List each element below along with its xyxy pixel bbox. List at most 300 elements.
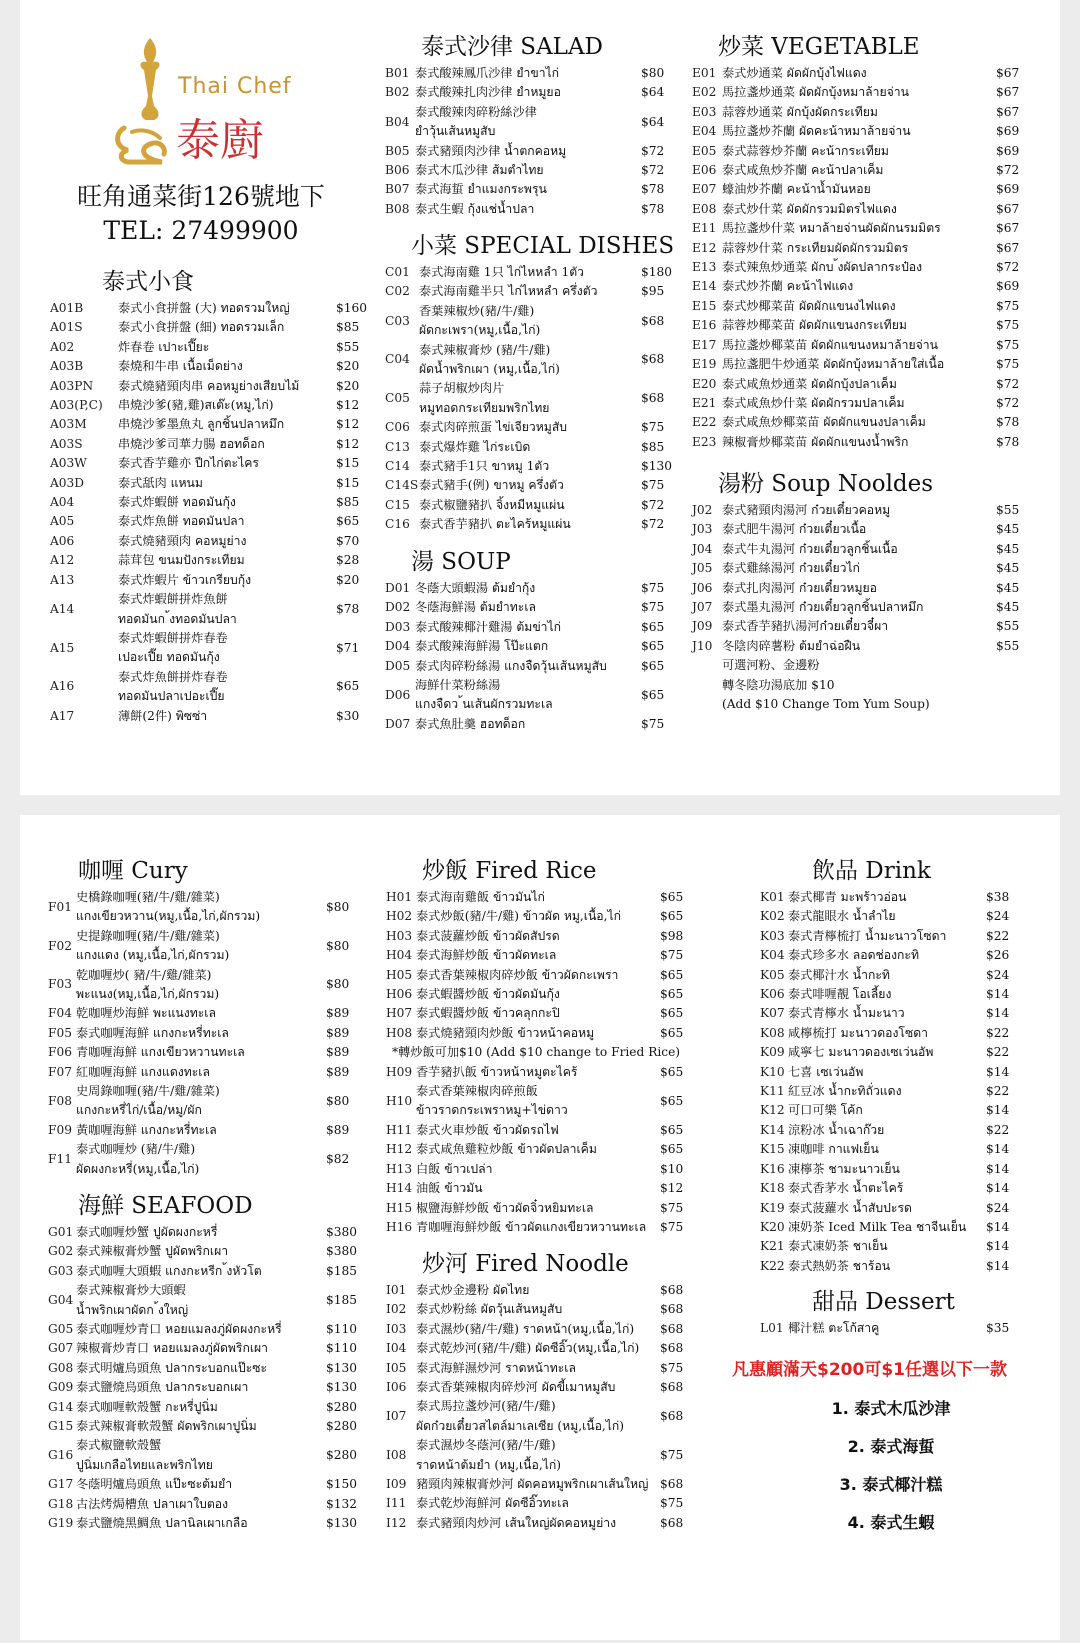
item-price: $12 — [336, 436, 360, 451]
item-name — [419, 457, 637, 476]
item-price: $65 — [641, 687, 665, 702]
item-price: $67 — [996, 240, 1020, 255]
section-note: 轉冬陰功湯底加 $10 — [722, 677, 835, 692]
item-price: $55 — [996, 619, 1020, 634]
item-price: $22 — [986, 1084, 1010, 1099]
item-price: $20 — [336, 359, 360, 374]
item-name-line: 泰式舐肉 แหนม — [118, 475, 203, 490]
menu-item — [386, 946, 704, 965]
item-name-line: 泰式香茅水 น้ำตะไคร้ — [788, 1181, 904, 1196]
item-price: $89 — [326, 1045, 350, 1060]
menu-item — [692, 598, 1040, 617]
item-code: K01 — [760, 890, 785, 904]
item-name-line: 泰式龍眼水 น้ำลำไย — [788, 909, 896, 924]
item-price: $130 — [326, 1380, 358, 1395]
item-price: $70 — [336, 533, 360, 548]
item-price: $64 — [641, 85, 665, 100]
item-code: A05 — [50, 514, 75, 529]
item-code: A03W — [50, 456, 87, 471]
item-name — [788, 1063, 982, 1082]
item-name-line: 泰式咸魚炒通菜 ผัดผักบุ้งปลาเค็ม — [722, 376, 897, 391]
item-price: $65 — [660, 1142, 684, 1157]
item-code: K15 — [760, 1142, 785, 1157]
item-price: $65 — [641, 619, 665, 634]
item-name-line: 泰式酸辣海鮮湯 โป๊ะแตก — [415, 639, 549, 654]
item-price: $20 — [336, 378, 360, 393]
menu-item — [386, 1320, 704, 1339]
item-code: B01 — [385, 66, 410, 80]
item-name-line: 泰式蒜蓉炒芥蘭 คะน้ากระเทียม — [722, 143, 889, 158]
item-name — [416, 888, 656, 907]
item-price: $69 — [996, 182, 1020, 197]
item-name — [419, 341, 637, 380]
item-name — [788, 1140, 982, 1159]
item-code: A03B — [50, 359, 84, 374]
menu-item — [760, 1160, 1030, 1179]
item-price: $14 — [986, 1181, 1010, 1196]
item-name — [722, 64, 992, 83]
item-name-line: 泰式扎肉湯河 ก๋วยเตี๋ยวหมูยอ — [722, 580, 877, 595]
item-name — [419, 379, 637, 418]
item-name — [416, 1475, 656, 1494]
item-name — [722, 501, 992, 520]
item-code: J03 — [692, 522, 713, 537]
item-code: H10 — [386, 1093, 413, 1108]
menu-item — [692, 336, 1040, 355]
item-price: $24 — [986, 909, 1010, 924]
item-price: $75 — [660, 1219, 684, 1234]
item-name — [788, 1160, 982, 1179]
item-code: I11 — [386, 1496, 407, 1511]
item-code: B02 — [385, 85, 410, 100]
menu-item — [385, 180, 685, 199]
item-name-line: 馬拉盞炒通菜 ผัดผักบุ้งหมาล้ายจ่าน — [722, 85, 909, 100]
item-price: $72 — [996, 395, 1020, 410]
section-title: 湯粉 Soup Nooldes — [718, 471, 934, 497]
item-name — [76, 888, 322, 927]
item-code: B04 — [385, 114, 410, 129]
item-name — [416, 946, 656, 965]
item-name-line: 泰式炒飯(豬/牛/雞) ข้าวผัด หมู,เนื้อ,ไก่ — [416, 909, 621, 924]
menu-item — [692, 501, 1040, 520]
item-name — [722, 316, 992, 335]
section-fried-rice — [386, 857, 704, 1237]
item-name — [722, 142, 992, 161]
item-name — [722, 433, 992, 452]
item-code: K11 — [760, 1084, 785, 1099]
item-name-line: 泰式海鮮炒飯 ข้าวผัดทะเล — [416, 948, 557, 963]
item-code: I02 — [386, 1302, 407, 1317]
item-price: $75 — [660, 1360, 684, 1375]
item-price: $68 — [660, 1283, 684, 1297]
item-name-line: 泰式明爐烏頭魚 ปลากระบอกแป๊ะซะ — [76, 1360, 268, 1375]
item-price: $67 — [996, 85, 1020, 100]
item-name — [416, 1199, 656, 1218]
menu-item — [385, 438, 685, 457]
item-code: B08 — [385, 201, 410, 216]
item-name-line-2: ราดหน้าต้มยำ (หมู,เนื้อ,ไก่) — [416, 1457, 561, 1472]
item-code: F03 — [48, 977, 72, 992]
item-code: E06 — [692, 163, 717, 178]
item-code: A06 — [50, 533, 75, 548]
item-name — [788, 907, 982, 926]
item-name-line: 泰式肥牛湯河 ก๋วยเตี๋ยวเนื้อ — [722, 522, 867, 537]
item-code: G02 — [48, 1244, 74, 1259]
item-price: $67 — [996, 104, 1020, 119]
item-name-line: 白飯 ข้าวเปล่า — [416, 1161, 493, 1176]
item-price: $75 — [660, 1496, 684, 1511]
item-name — [118, 318, 332, 337]
menu-item — [692, 122, 1040, 141]
item-name-line: 泰式燒豬頸肉炒飯 ข้าวหน้าคอหมู — [416, 1025, 595, 1040]
item-code: J02 — [692, 503, 713, 517]
menu-item — [50, 318, 380, 337]
menu-page-2 — [20, 815, 1060, 1640]
section-title: 小菜 SPECIAL DISHES — [411, 233, 675, 259]
item-name — [415, 161, 637, 180]
menu-item — [760, 1004, 1030, 1023]
item-name-line: 凍檸茶 ชามะนาวเย็น — [788, 1161, 900, 1176]
item-name — [722, 219, 992, 238]
item-name — [118, 415, 332, 434]
menu-item — [692, 161, 1040, 180]
item-name — [722, 161, 992, 180]
promotion-item: 2. 泰式海蜇 — [847, 1437, 935, 1456]
item-name — [76, 1417, 322, 1436]
item-name — [788, 927, 982, 946]
item-name — [722, 579, 992, 598]
item-name — [118, 396, 332, 415]
item-name-line: 泰式炒金邊粉 ผัดไทย — [416, 1283, 530, 1297]
menu-item — [50, 357, 380, 376]
item-name — [76, 1004, 322, 1023]
item-price: $80 — [326, 899, 350, 914]
section-drink — [760, 857, 1030, 1276]
section-title: 泰式小食 — [102, 269, 194, 295]
item-name — [416, 1378, 656, 1397]
menu-item — [692, 297, 1040, 316]
item-code: A12 — [50, 553, 75, 568]
item-price: $55 — [336, 339, 360, 354]
menu-item — [50, 454, 380, 473]
item-code: F07 — [48, 1064, 72, 1079]
item-price: $89 — [326, 1006, 350, 1021]
section-note: *轉炒飯可加$10 (Add $10 change to Fried Rice) — [392, 1045, 681, 1060]
item-name-line: 串燒沙爹(豬,雞)สเต๊ะ(หมู,ไก่) — [118, 398, 274, 413]
menu-item — [692, 277, 1040, 296]
item-code: E05 — [692, 143, 717, 158]
item-name-line: 泰式辣椒膏炒大頭蝦 — [76, 1283, 186, 1298]
menu-item — [692, 103, 1040, 122]
item-code: K05 — [760, 967, 785, 982]
item-name — [788, 1199, 982, 1218]
item-price: $55 — [996, 638, 1020, 653]
item-price: $78 — [641, 182, 665, 197]
item-price: $180 — [641, 265, 673, 279]
item-price: $12 — [336, 398, 360, 413]
item-name-line: 泰式炸魚餅拼炸春卷 — [118, 669, 228, 684]
item-price: $65 — [336, 514, 360, 529]
item-price: $89 — [326, 1122, 350, 1137]
item-name-line: 史提錄咖喱(豬/牛/雞/雜菜) — [76, 928, 220, 943]
item-code: C03 — [385, 313, 410, 328]
item-name — [76, 1121, 322, 1140]
item-name — [76, 1262, 322, 1281]
item-code: G08 — [48, 1360, 74, 1375]
menu-item — [386, 927, 704, 946]
item-price: $12 — [336, 417, 360, 432]
item-name — [788, 1257, 982, 1276]
item-price: $65 — [336, 679, 360, 694]
item-code: A15 — [50, 640, 75, 655]
item-code: G05 — [48, 1322, 74, 1337]
item-name — [416, 1514, 656, 1533]
menu-item — [692, 579, 1040, 598]
item-name-line: 馬拉盞炒椰菜苗 ผัดผักแขนงหมาล้ายจ่าน — [722, 337, 938, 352]
item-name-line: 蠔油炒芥蘭 คะน้าน้ำมันหอย — [722, 182, 871, 197]
section-curry — [48, 857, 370, 1179]
item-name-line: 泰式炒什菜 ผัดผักรวมมิตรไฟแดง — [722, 201, 897, 216]
item-name — [788, 946, 982, 965]
item-name-line: 古法烤焗槽魚 ปลาเผาใบตอง — [76, 1496, 229, 1511]
item-name-line-2: ทอดมันปลาเปอะเปี๊ย — [118, 689, 225, 704]
item-name — [118, 435, 332, 454]
menu-item — [50, 435, 380, 454]
item-name — [76, 927, 322, 966]
item-price: $14 — [986, 1161, 1010, 1176]
menu-item — [386, 1475, 704, 1494]
item-name — [76, 1378, 322, 1397]
item-name-line: 泰式豬手(例) ขาหมู ครึ่งตัว — [419, 478, 564, 493]
menu-item — [48, 927, 370, 966]
item-name-line: 泰式青檸梳打 น้ำมะนาวโซดา — [788, 928, 947, 943]
section-title: 炒菜 VEGETABLE — [718, 34, 920, 60]
item-name — [419, 438, 637, 457]
item-price: $78 — [641, 201, 665, 216]
item-price: $380 — [326, 1244, 358, 1259]
item-code: E17 — [692, 337, 717, 352]
item-name-line-2: หมูทอดกระเทียมพริกไทย — [419, 400, 550, 415]
menu-item — [50, 551, 380, 570]
menu-item — [760, 1043, 1030, 1062]
menu-item — [760, 1199, 1030, 1218]
item-name — [416, 1397, 656, 1436]
item-name-line: 泰式魚肚羹 ฮอทด็อก — [415, 716, 526, 731]
item-name-line: 泰式蝦醬炒飯 ข้าวคลุกกะปิ — [416, 1006, 560, 1021]
telephone: TEL: 27499900 — [103, 216, 299, 245]
section-note: 可選河粉、金邊粉 — [722, 658, 820, 673]
item-name — [76, 1043, 322, 1062]
item-name-line: 泰式椒鹽豬扒 จิ้งหมีหมูแผ่น — [419, 497, 565, 512]
item-name — [419, 282, 637, 301]
item-name-line: 泰式香芋豬扒 ตะไคร้หมูแผ่น — [419, 517, 571, 532]
item-code: G17 — [48, 1477, 74, 1492]
menu-item — [50, 474, 380, 493]
menu-item — [760, 907, 1030, 926]
promotion-item: 1. 泰式木瓜沙津 — [831, 1399, 951, 1418]
item-name-line: 泰式咖喱炒青口 หอยแมลงภู่ผัดผงกะหรี่ — [76, 1322, 282, 1337]
item-name — [118, 299, 332, 318]
item-code: G15 — [48, 1419, 74, 1434]
item-name — [76, 1242, 322, 1261]
item-price: $75 — [641, 581, 665, 595]
item-name — [788, 1024, 982, 1043]
section-soup — [385, 548, 685, 734]
item-name — [419, 515, 637, 534]
logo-text-en: Thai Chef — [178, 74, 292, 99]
item-code: H01 — [386, 890, 413, 904]
item-name — [722, 239, 992, 258]
menu-item — [692, 142, 1040, 161]
item-name-line: 泰式辣椒膏炒 (豬/牛/雞) — [419, 342, 551, 357]
item-price: $75 — [996, 318, 1020, 333]
menu-item — [385, 476, 685, 495]
item-name-line: 泰式炸蝦片 ข้าวเกรียบกุ้ง — [118, 572, 252, 587]
item-price: $45 — [996, 522, 1020, 537]
item-price: $75 — [641, 478, 665, 493]
item-code: H06 — [386, 987, 413, 1002]
menu-item — [48, 1359, 370, 1378]
item-price: $75 — [660, 1447, 684, 1462]
item-code: I04 — [386, 1341, 407, 1356]
item-code: K16 — [760, 1161, 785, 1176]
item-name — [416, 1121, 656, 1140]
item-price: $67 — [996, 221, 1020, 236]
item-price: $65 — [660, 987, 684, 1002]
item-price: $68 — [660, 1341, 684, 1356]
item-name — [416, 1494, 656, 1513]
item-name-line: 可口可樂 โค้ก — [788, 1103, 863, 1118]
promotion-item: 4. 泰式生蝦 — [847, 1513, 935, 1532]
item-name-line: 泰式炒椰菜苗 ผัดผักแขนงไฟแดง — [722, 298, 896, 313]
item-name-line: 乾咖喱炒( 豬/牛/雞/雜菜) — [76, 967, 212, 982]
item-code: H09 — [386, 1064, 413, 1079]
menu-item — [760, 946, 1030, 965]
item-name — [118, 338, 332, 357]
item-price: $68 — [641, 391, 665, 406]
menu-item — [50, 415, 380, 434]
item-name — [722, 394, 992, 413]
menu-item — [48, 1004, 370, 1023]
section-title: 海鮮 SEAFOOD — [78, 1193, 253, 1219]
item-name-line: 馬拉盞炒芥蘭 ผัดคะน้าหมาล้ายจ่าน — [722, 124, 911, 139]
item-code: J10 — [692, 638, 713, 653]
item-price: $78 — [996, 434, 1020, 449]
item-code: I05 — [386, 1360, 407, 1375]
menu-item — [386, 1199, 704, 1218]
item-name-line: 泰式豬頸肉沙律 น้ำตกคอหมู — [415, 143, 567, 158]
item-name — [788, 1082, 982, 1101]
item-code: G09 — [48, 1380, 74, 1395]
item-name-line-2: เปอะเปี๊ย ทอดมันกุ้ง — [118, 650, 220, 665]
item-name — [722, 598, 992, 617]
item-code: D04 — [385, 639, 411, 654]
item-name-line: 泰式咸魚炒什菜 ผัดผักรวมปลาเค็ม — [722, 395, 905, 410]
item-name — [788, 888, 982, 907]
item-name — [416, 1436, 656, 1475]
item-price: $80 — [326, 1093, 350, 1108]
item-price: $68 — [660, 1409, 684, 1424]
item-price: $75 — [641, 716, 665, 731]
menu-item — [50, 377, 380, 396]
item-price: $69 — [996, 124, 1020, 139]
menu-item — [385, 142, 685, 161]
item-name-line: 泰式海南雞半只 ไก่ไหหลำ ครึ่งตัว — [419, 284, 598, 299]
item-name-line: 凍奶茶 Iced Milk Tea ชาจีนเย็น — [788, 1219, 967, 1234]
item-code: A03D — [50, 475, 85, 490]
item-name — [118, 707, 332, 726]
logo — [110, 36, 330, 166]
item-price: $45 — [996, 580, 1020, 595]
item-name — [788, 1179, 982, 1198]
section-note: (Add $10 Change Tom Yum Soup) — [722, 697, 930, 712]
item-name-line: 香芋豬扒飯 ข้าวหน้าหมูตะไคร้ — [416, 1064, 578, 1079]
item-price: $75 — [641, 600, 665, 615]
item-price: $65 — [660, 967, 684, 982]
item-price: $14 — [986, 1239, 1010, 1254]
item-code: K22 — [760, 1258, 785, 1273]
menu-item — [760, 927, 1030, 946]
item-code: D07 — [385, 716, 411, 731]
item-name-line: 泰式咖喱炒蟹 ปูผัดผงกะหรี่ — [76, 1225, 218, 1239]
item-price: $98 — [660, 928, 684, 943]
item-code: H11 — [386, 1122, 413, 1137]
item-code: C15 — [385, 497, 410, 512]
menu-item — [386, 1339, 704, 1358]
item-name — [118, 590, 332, 629]
menu-item — [692, 637, 1040, 656]
item-name-line: 史周錄咖喱(豬/牛/雞/雜菜) — [76, 1084, 220, 1099]
item-price: $130 — [326, 1516, 358, 1531]
item-price: $185 — [326, 1292, 358, 1307]
item-price: $65 — [660, 1093, 684, 1108]
item-price: $78 — [336, 601, 360, 616]
item-price: $130 — [641, 459, 673, 474]
item-name-line: 油飯 ข้าวมัน — [416, 1181, 483, 1196]
item-price: $12 — [660, 1181, 684, 1196]
menu-item — [692, 316, 1040, 335]
item-name — [419, 476, 637, 495]
menu-item — [50, 707, 380, 726]
item-code: D01 — [385, 581, 411, 595]
item-name — [415, 103, 637, 142]
item-code: G18 — [48, 1496, 74, 1511]
menu-item — [692, 64, 1040, 83]
item-name-line: 泰式小食拼盤 (細) ทอดรวมเล็ก — [118, 320, 285, 335]
menu-item — [760, 966, 1030, 985]
item-name-line: 泰式辣椒膏軟殼蟹 ผัดพริกเผาปูนิ่ม — [76, 1419, 257, 1434]
menu-item — [48, 1436, 370, 1475]
item-code: A03S — [50, 436, 83, 451]
item-name-line: 泰式炒粉絲 ผัดวุ้นเส้นหมูสับ — [416, 1302, 563, 1317]
item-name-line: 泰式乾炒海鮮河 ผัดซีอิ๊วทะเล — [416, 1496, 569, 1511]
menu-item — [386, 1024, 704, 1043]
item-price: $72 — [641, 517, 665, 532]
item-name-line: 泰式酸辣扎肉沙律 ยำหมูยอ — [415, 85, 561, 100]
item-name-line: 泰式炒芥蘭 คะน้าไฟแดง — [722, 279, 854, 294]
item-price: $130 — [326, 1360, 358, 1375]
item-name — [419, 263, 637, 282]
menu-item — [692, 258, 1040, 277]
item-price: $45 — [996, 561, 1020, 576]
menu-item — [385, 515, 685, 534]
item-code: D03 — [385, 619, 411, 634]
item-name — [722, 637, 992, 656]
item-price: $14 — [986, 987, 1010, 1002]
menu-item — [692, 180, 1040, 199]
item-name-line: 咸檸梳打 มะนาวดองโซดา — [788, 1025, 928, 1040]
item-name-line: 冬陰肉碎薯粉 ต้มยำฉ่อฝืน — [722, 638, 861, 653]
